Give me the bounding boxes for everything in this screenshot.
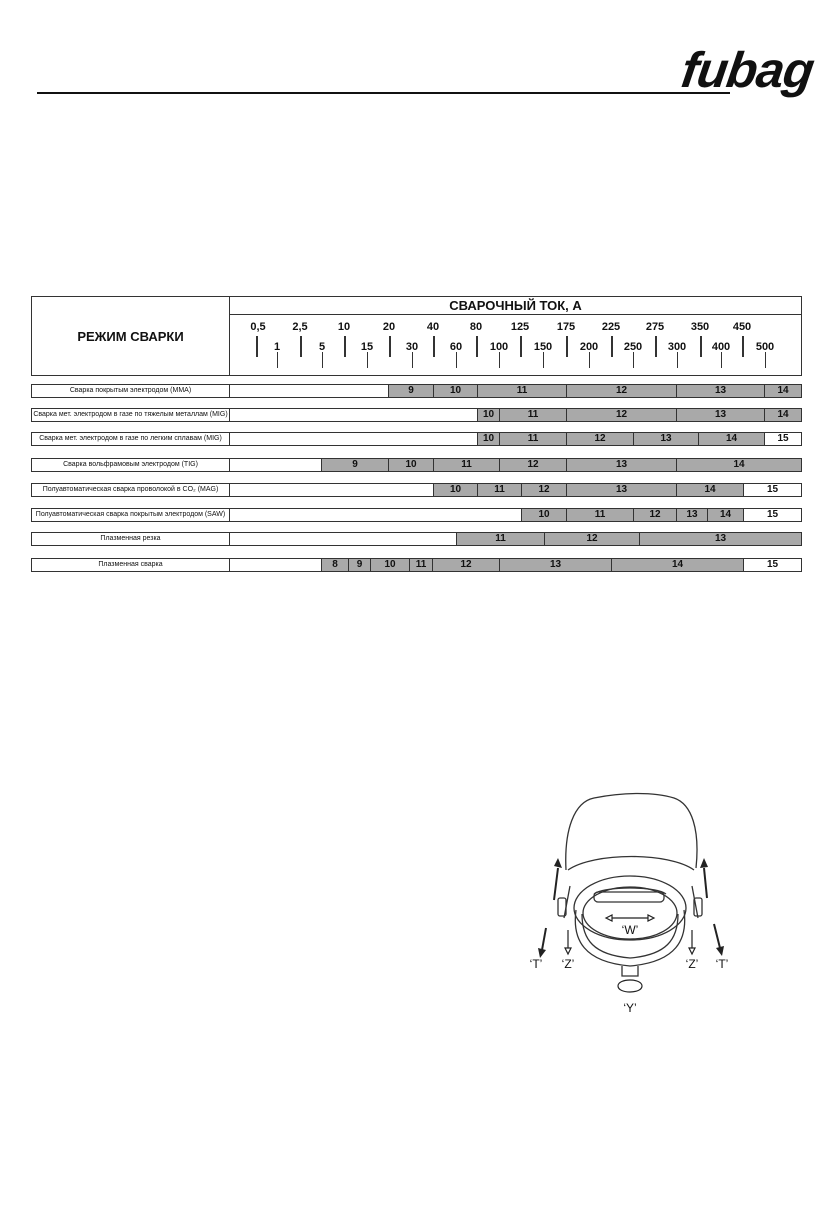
tick-bottom: 15 <box>360 341 374 353</box>
shade-cell: 10 <box>433 484 477 496</box>
scale-tick <box>611 336 613 357</box>
tick-bottom: 400 <box>711 341 731 353</box>
welding-table-header <box>31 296 802 376</box>
table-row <box>31 408 802 422</box>
shade-cell: 14 <box>611 559 743 571</box>
tick-bottom: 1 <box>273 341 281 353</box>
scale-tick <box>433 336 435 357</box>
shade-cell: 10 <box>477 433 499 445</box>
helmet-shield-outline <box>566 794 697 871</box>
tick-bottom: 300 <box>667 341 687 353</box>
shade-cell: 12 <box>566 385 676 397</box>
scale-tick <box>566 336 568 357</box>
table-row <box>31 558 802 572</box>
label-y: ‘Y’ <box>623 1001 637 1015</box>
label-w: ‘W’ <box>621 923 639 937</box>
welding-current-header: СВАРОЧНЫЙ ТОК, А <box>230 297 801 315</box>
scale-tick <box>765 352 766 368</box>
tick-bottom: 200 <box>579 341 599 353</box>
arrow-down-icon <box>716 946 724 956</box>
tick-bottom: 500 <box>755 341 775 353</box>
scale-tick <box>277 352 278 368</box>
scale-tick <box>367 352 368 368</box>
table-row <box>31 384 802 398</box>
tick-top: 450 <box>732 321 752 333</box>
shade-cell: 14 <box>764 409 801 421</box>
row-label: Сварка покрытым электродом (ММА) <box>32 385 230 397</box>
tick-bottom: 250 <box>623 341 643 353</box>
shade-cell: 10 <box>388 459 433 471</box>
welding-mode-header: РЕЖИМ СВАРКИ <box>32 297 230 375</box>
scale-tick <box>256 336 258 357</box>
tick-top: 125 <box>510 321 530 333</box>
shade-cell: 15 <box>743 484 801 496</box>
shade-cell: 10 <box>521 509 566 521</box>
header-rule <box>37 92 730 94</box>
shade-cell: 11 <box>566 509 633 521</box>
label-t-left: ‘T’ <box>529 957 543 971</box>
helmet-adjustment-diagram <box>524 790 744 1020</box>
scale-tick <box>742 336 744 357</box>
shade-cell: 11 <box>499 433 566 445</box>
shade-cell: 8 <box>321 559 348 571</box>
shade-cell: 10 <box>477 409 499 421</box>
ratchet-band <box>594 892 664 902</box>
scale-tick <box>633 352 634 368</box>
shade-cell: 13 <box>676 509 707 521</box>
shade-cell: 11 <box>456 533 544 545</box>
shade-cell: 15 <box>743 509 801 521</box>
tick-top: 80 <box>469 321 483 333</box>
row-label: Плазменная резка <box>32 533 230 545</box>
shade-cell: 9 <box>388 385 433 397</box>
shade-cell: 11 <box>477 385 566 397</box>
tick-bottom: 100 <box>489 341 509 353</box>
shade-cell: 12 <box>633 509 676 521</box>
tick-bottom: 60 <box>449 341 463 353</box>
shade-cell: 13 <box>566 484 676 496</box>
shade-cell: 10 <box>433 385 477 397</box>
row-label: Сварка мет. электродом в газе по тяжелым металлам (MIG) <box>32 409 230 421</box>
row-label: Полуавтоматическая сварка покрытым электродом (SAW) <box>32 509 230 521</box>
shade-cell: 13 <box>676 409 764 421</box>
shade-cell: 11 <box>409 559 432 571</box>
rotate-arrow-icon <box>618 980 642 986</box>
shade-cell: 15 <box>764 433 801 445</box>
row-label: Сварка мет. электродом в газе по легким сплавам (MIG) <box>32 433 230 445</box>
shade-cell: 14 <box>764 385 801 397</box>
shade-cell: 14 <box>676 484 743 496</box>
label-z-left: ‘Z’ <box>561 957 575 971</box>
scale-tick <box>389 336 391 357</box>
tick-top: 10 <box>337 321 351 333</box>
scale-tick <box>300 336 302 357</box>
shade-cell: 12 <box>566 433 633 445</box>
arrow-up-icon <box>700 858 708 868</box>
scale-tick <box>412 352 413 368</box>
shade-cell: 13 <box>639 533 801 545</box>
row-label: Сварка вольфрамовым электродом (TIG) <box>32 459 230 471</box>
shade-cell: 11 <box>433 459 499 471</box>
tick-top: 275 <box>645 321 665 333</box>
shade-cell: 13 <box>633 433 698 445</box>
tick-top: 175 <box>556 321 576 333</box>
tick-bottom: 5 <box>318 341 326 353</box>
tick-top: 20 <box>382 321 396 333</box>
shade-cell: 11 <box>477 484 521 496</box>
scale-tick <box>322 352 323 368</box>
tick-top: 225 <box>601 321 621 333</box>
table-row <box>31 432 802 446</box>
shade-cell: 9 <box>348 559 370 571</box>
shade-cell: 13 <box>499 559 611 571</box>
shade-cell: 9 <box>321 459 388 471</box>
shade-cell: 14 <box>676 459 801 471</box>
tick-top: 2,5 <box>292 321 308 333</box>
shade-cell: 12 <box>544 533 639 545</box>
tick-top: 40 <box>426 321 440 333</box>
row-label: Полуавтоматическая сварка проволокой в CO₂ (MAG) <box>32 484 230 496</box>
scale-tick <box>456 352 457 368</box>
shade-cell: 14 <box>707 509 743 521</box>
scale-tick <box>344 336 346 357</box>
table-row <box>31 508 802 522</box>
shade-cell: 10 <box>370 559 409 571</box>
scale-tick <box>677 352 678 368</box>
row-label: Плазменная сварка <box>32 559 230 571</box>
label-t-right: ‘T’ <box>715 957 729 971</box>
tick-top: 350 <box>690 321 710 333</box>
tick-bottom: 30 <box>405 341 419 353</box>
scale-tick <box>499 352 500 368</box>
scale-tick <box>655 336 657 357</box>
shade-cell: 12 <box>521 484 566 496</box>
shade-cell: 13 <box>676 385 764 397</box>
tick-bottom: 150 <box>533 341 553 353</box>
scale-tick <box>721 352 722 368</box>
shade-cell: 12 <box>566 409 676 421</box>
tick-top: 0,5 <box>250 321 266 333</box>
shade-cell: 11 <box>499 409 566 421</box>
shade-cell: 15 <box>743 559 801 571</box>
label-z-right: ‘Z’ <box>685 957 699 971</box>
scale-tick <box>700 336 702 357</box>
arrow-up-icon <box>554 858 562 868</box>
shade-cell: 12 <box>499 459 566 471</box>
table-row <box>31 458 802 472</box>
shade-cell: 13 <box>566 459 676 471</box>
table-row <box>31 532 802 546</box>
scale-tick <box>589 352 590 368</box>
scale-tick <box>543 352 544 368</box>
fubag-logo: fubag <box>678 42 818 98</box>
shade-cell: 14 <box>698 433 764 445</box>
scale-tick <box>476 336 478 357</box>
table-row <box>31 483 802 497</box>
scale-tick <box>520 336 522 357</box>
shade-cell: 12 <box>432 559 499 571</box>
